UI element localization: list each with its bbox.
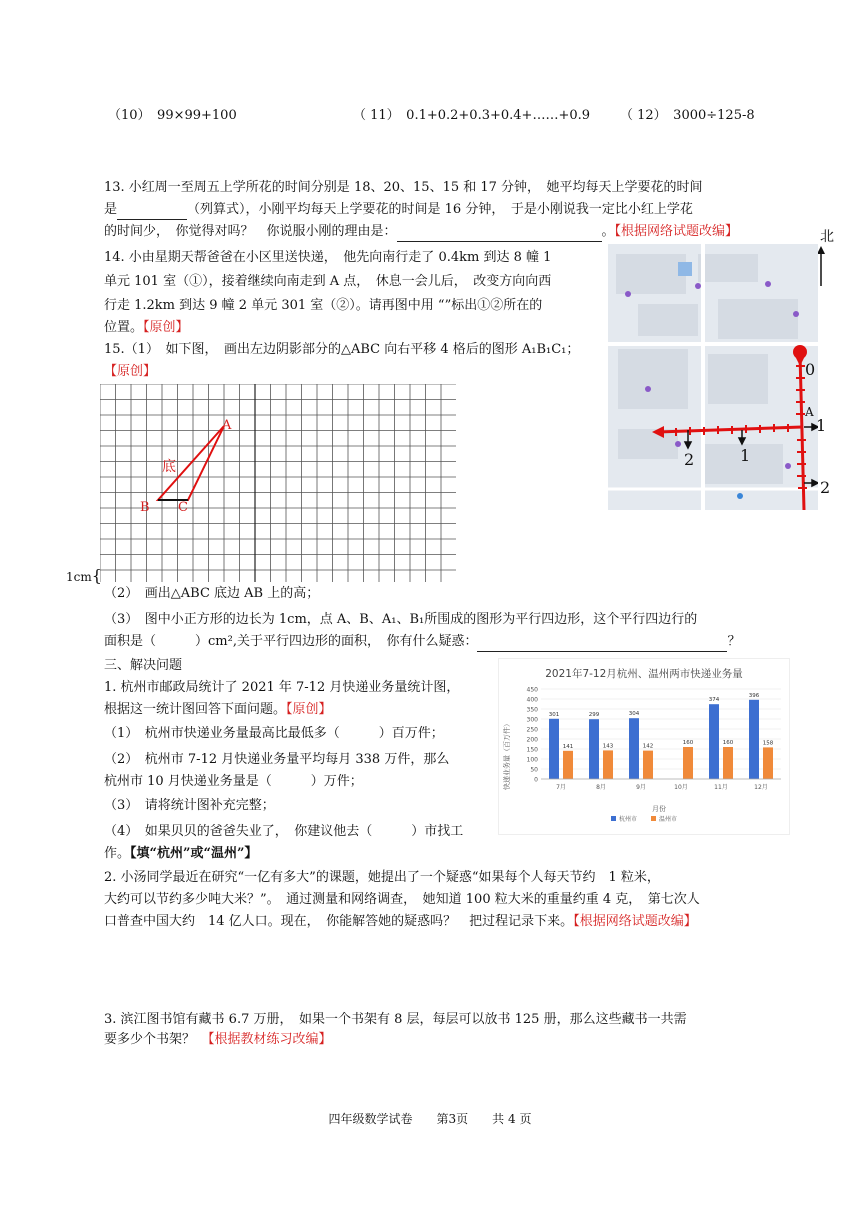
y-tick-label: 0 (534, 776, 538, 784)
x-tick-label: 7月 (556, 784, 566, 791)
q15-line1: 15.（1） 如下图， 画出左边阴影部分的△ABC 向右平移 4 格后的图形 A₁B₁C₁； (104, 342, 580, 357)
s3-q1-p1: （1） 杭州市快递业务量最高比最低多（ ）百万件； (104, 726, 444, 741)
answer-blank[interactable] (117, 219, 187, 220)
map-label-A: A (805, 405, 814, 419)
q15-part3-line2: 面积是（ ）cm²,关于平行四边形的面积， 你有什么疑惑： ？ (104, 632, 740, 652)
chart-svg (499, 659, 789, 834)
data-label: 374 (708, 697, 720, 704)
map-label-2-east: 2 (820, 478, 831, 497)
data-label: 299 (588, 712, 600, 719)
data-label: 141 (562, 743, 574, 750)
s3-q1-p2b: 杭州市 10 月快递业务量是（ ）万件； (104, 774, 363, 789)
data-label: 396 (748, 692, 760, 699)
data-label: 143 (602, 743, 614, 750)
x-tick-label: 8月 (596, 784, 606, 791)
vertex-label-c: C (178, 500, 188, 515)
calc-10: （10） 99×99+100 (108, 108, 237, 123)
bar (603, 750, 613, 779)
s3-q2-line3: 口普查中国大约 14 亿人口。现在， 你能解答她的疑惑吗？ 把过程记录下来。【根据网络试题改编】 (104, 914, 697, 929)
bar (683, 747, 693, 779)
s3-q2-line2: 大约可以节约多少吨大米？”。 通过测量和网络调查， 她知道 100 粒大米的重量约重 4 克， 第七次人 (104, 892, 700, 907)
section-title: 三、解决问题 (104, 658, 183, 673)
grid-svg (100, 384, 456, 582)
y-tick-label: 100 (526, 756, 538, 764)
legend-entry: 杭州市 (619, 816, 638, 823)
q15-part2: （2） 画出△ABC 底边 AB 上的高； (104, 586, 320, 601)
s3-q2-line1: 2. 小汤同学最近在研究“一亿有多大”的课题，她提出了一个疑惑“如果每个人每天节约 1 粒米， (104, 870, 660, 885)
legend-entry: 温州市 (659, 816, 678, 823)
bar (589, 719, 599, 779)
calc-11: （ 11） 0.1+0.2+0.3+0.4+……+0.9 (353, 108, 591, 123)
north-label: 北 (820, 229, 834, 245)
s3-q3-line2: 要多少个书架？ 【根据教材练习改编】 (104, 1032, 332, 1047)
data-label: 160 (722, 740, 734, 746)
source-tag: 【根据网络试题改编】 (573, 914, 697, 929)
data-label: 304 (628, 711, 640, 718)
s3-q1-line1: 1. 杭州市邮政局统计了 2021 年 7-12 月快递业务量统计图， (104, 680, 460, 695)
unit-label: 1cm{ (66, 566, 102, 585)
s3-q1-p4b: 作。【填“杭州”或“温州”】 (104, 846, 258, 861)
q15-part3-line1: （3） 图中小正方形的边长为 1cm，点 A、B、A₁、B₁所围成的图形为平行四边形，这个平行四边行的 (104, 612, 698, 627)
source-tag: 【根据教材练习改编】 (208, 1032, 332, 1047)
y-tick-label: 200 (526, 736, 538, 744)
answer-blank[interactable] (397, 241, 602, 242)
source-tag: 【原创】 (143, 320, 189, 335)
vertex-label-b: B (140, 500, 150, 515)
calc-12: （ 12） 3000÷125-8 (620, 108, 755, 123)
y-tick-label: 350 (526, 706, 538, 714)
legend-swatch (651, 816, 656, 821)
s3-q1-p4a: （4） 如果贝贝的爸爸失业了， 你建议他去（ ）市找工 (104, 824, 464, 839)
chart-title: 2021年7-12月杭州、温州两市快递业务量 (545, 668, 743, 680)
map-label-1-east: 1 (816, 416, 827, 435)
data-label: 160 (682, 740, 694, 746)
q14-line1: 14. 小由星期天帮爸爸在小区里送快递， 他先向南行走了 0.4km 到达 8 幢 1 (104, 250, 552, 265)
data-label: 142 (642, 743, 654, 750)
bar (563, 751, 573, 779)
s3-q1-line2: 根据这一统计图回答下面问题。【原创】 (104, 702, 332, 717)
map-label-1-south: 1 (740, 446, 751, 465)
legend-swatch (611, 816, 616, 821)
data-label: 301 (548, 711, 560, 718)
map-drawing (608, 244, 818, 510)
x-tick-label: 10月 (674, 784, 688, 791)
s3-q1-p3: （3） 请将统计图补充完整； (104, 798, 275, 813)
vertex-label-a: A (222, 418, 232, 433)
y-tick-label: 450 (526, 686, 538, 694)
q13-line3: 的时间少， 你觉得对吗？ 你说服小刚的理由是： 。【根据网络试题改编】 (104, 222, 738, 242)
bar (763, 747, 773, 779)
q13-line1: 13. 小红周一至周五上学所花的时间分别是 18、20、15、15 和 17 分钟， 她平均每天上学要花的时间 (104, 180, 703, 195)
square-grid[interactable] (100, 384, 456, 586)
answer-blank[interactable] (477, 651, 727, 652)
y-axis-label: 快递业务量（百万件） (503, 720, 511, 790)
q14-line3: 行走 1.2km 到达 9 幢 2 单元 301 室（②）。请再图中用 “”标出①②所在的 (104, 298, 543, 313)
bar-chart (498, 658, 790, 835)
source-tag: 【原创】 (104, 364, 157, 379)
y-tick-label: 400 (526, 696, 538, 704)
street-map (608, 244, 818, 510)
bar (549, 719, 559, 779)
map-label-0: 0 (805, 360, 816, 379)
x-tick-label: 12月 (754, 784, 768, 791)
map-label-2-south: 2 (684, 450, 695, 469)
bar (723, 747, 733, 779)
q14-line4: 位置。【原创】 (104, 320, 189, 335)
y-tick-label: 50 (530, 766, 538, 774)
base-label: 底 (162, 459, 176, 475)
y-tick-label: 150 (526, 746, 538, 754)
y-tick-label: 250 (526, 726, 538, 734)
q14-line2: 单元 101 室（①），接着继续向南走到 A 点， 休息一会儿后， 改变方向向西 (104, 274, 552, 289)
x-tick-label: 11月 (714, 784, 728, 791)
data-label: 158 (762, 740, 774, 747)
bar (709, 704, 719, 779)
s3-q3-line1: 3. 滨江图书馆有藏书 6.7 万册， 如果一个书架有 8 层，每层可以放书 125 册，那么这些藏书一共需 (104, 1012, 687, 1027)
q13-line2: 是 （列算式），小刚平均每天上学要花的时间是 16 分钟， 于是小刚说我一定比小红上学花 (104, 200, 693, 220)
source-tag: 【根据网络试题改编】 (614, 224, 739, 239)
bar (629, 718, 639, 779)
bar (749, 700, 759, 779)
x-axis-label: 月份 (652, 805, 666, 813)
page-footer: 四年级数学试卷 第3页 共 4 页 (328, 1112, 532, 1126)
bar (643, 751, 653, 779)
x-tick-label: 9月 (636, 784, 646, 791)
y-tick-label: 300 (526, 716, 538, 724)
s3-q1-p2a: （2） 杭州市 7-12 月快递业务量平均每月 338 万件，那么 (104, 752, 450, 767)
source-tag: 【原创】 (286, 702, 332, 717)
